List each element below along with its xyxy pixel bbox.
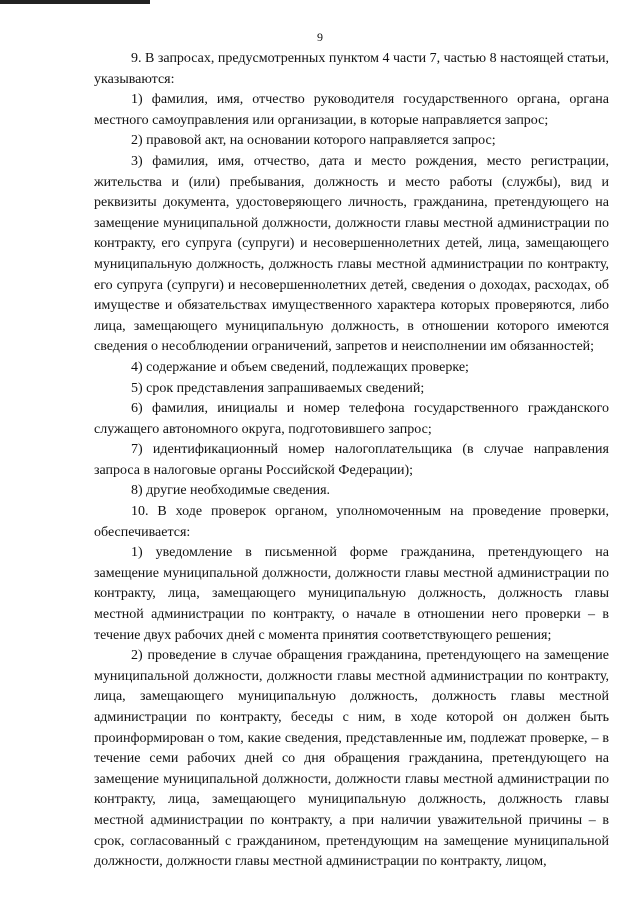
scan-edge-mark — [0, 0, 150, 4]
paragraph-subitem-1: 1) фамилия, имя, отчество руководителя государственного органа, органа местного самоуправления или организации, в которые направляется запрос; — [94, 92, 609, 128]
paragraph-subitem-4: 4) содержание и объем сведений, подлежащих проверке; — [131, 359, 469, 375]
paragraph-subitem-6: 6) фамилия, инициалы и номер телефона государственного гражданского служащего автономного округа, подготовившего запрос; — [94, 401, 609, 437]
paragraph-item-10-intro: 10. В ходе проверок органом, уполномоченным на проведение проверки, обеспечивается: — [94, 504, 609, 540]
paragraph-subitem-2: 2) правовой акт, на основании которого направляется запрос; — [131, 133, 496, 149]
paragraph-subitem-7: 7) идентификационный номер налогоплательщика (в случае направления запроса в налоговые органы Российской Федерации); — [94, 442, 609, 478]
page-number: 9 — [317, 30, 323, 44]
paragraph-item-10-subitem-1: 1) уведомление в письменной форме гражданина, претендующего на замещение муниципальной должности, должности главы местной администрации по контракту, лица, замещающего муниципальную должность, должность главы местной администрации по контракту, о начале в отношении него проверки – в течение двух рабочих дней с момента принятия соответствующего решения; — [94, 545, 609, 643]
paragraph-subitem-8: 8) другие необходимые сведения. — [131, 483, 331, 499]
document-body — [94, 49, 609, 873]
paragraph-item-9-intro: 9. В запросах, предусмотренных пунктом 4 части 7, частью 8 настоящей статьи, указываются: — [94, 51, 609, 87]
paragraph-subitem-5: 5) срок представления запрашиваемых сведений; — [131, 380, 425, 396]
paragraph-subitem-3: 3) фамилия, имя, отчество, дата и место рождения, место регистрации, жительства и (или) пребывания, должность и место работы (службы), вид и реквизиты документа, удостоверяющего личность, гражданина, претендующего на замещение муниципальной должности, должности главы местной администрации по контракту, его супруга (супруги) и несовершеннолетних детей, лица, замещающего муниципальную должность, должность главы местной администрации по контракту, его супруга (супруги) и несовершеннолетних детей, сведения о доходах, расходах, об имуществе и обязательствах имущественного характера которых проверяются, либо лица, замещающего муниципальную должность, в отношении которого имеются сведения о несоблюдении ограничений, запретов и неисполнении им обязанностей; — [94, 153, 609, 355]
paragraph-item-10-subitem-2: 2) проведение в случае обращения гражданина, претендующего на замещение муниципальной должности, должности главы местной администрации по контракту, лица, замещающего муниципальную должность, должность главы местной администрации по контракту, беседы с ним, в ходе которой он должен быть проинформирован о том, какие сведения, представленные им, подлежат проверке, – в течение семи рабочих дней со дня обращения гражданина, претендующего на замещение муниципальной должности, должности главы местной администрации по контракту, лица, замещающего муниципальную должность, должность главы местной администрации по контракту, а при наличии уважительной причины – в срок, согласованный с гражданином, претендующим на замещение муниципальной должности, должности главы местной администрации по контракту, лицом, — [94, 648, 609, 870]
